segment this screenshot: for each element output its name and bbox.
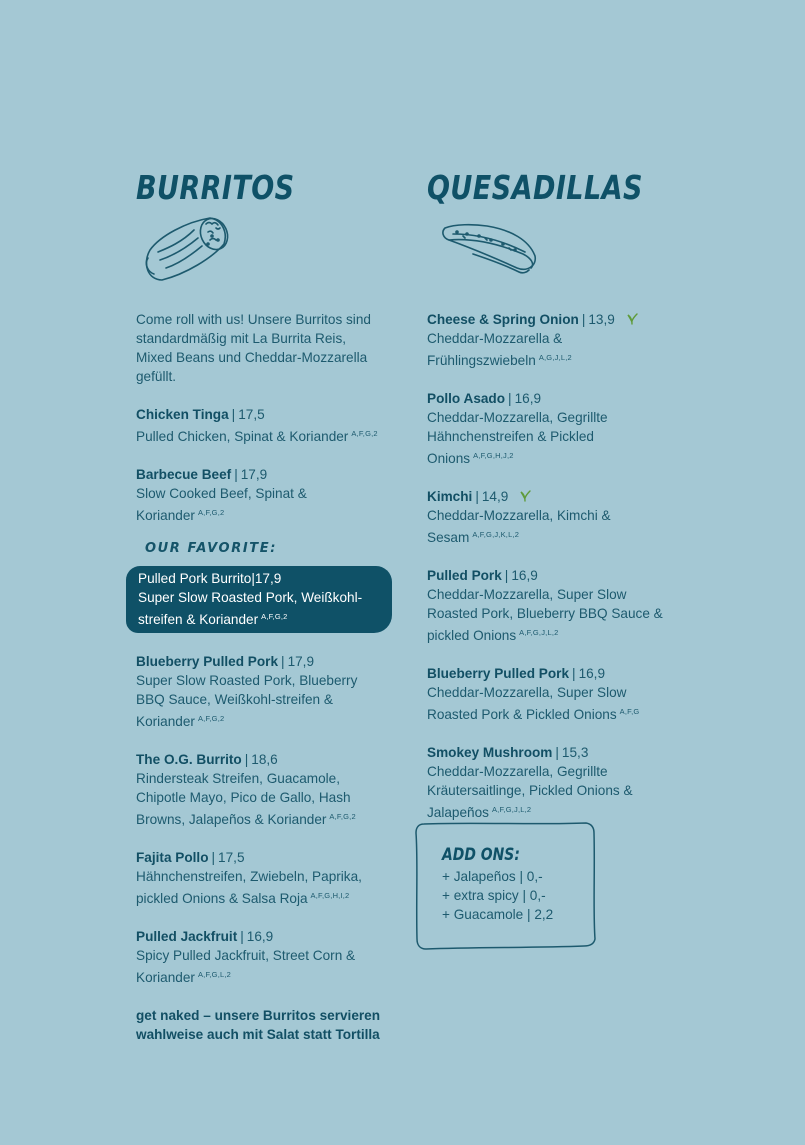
burrito-illustration-icon (136, 214, 232, 284)
item-description: Cheddar-Mozzarella, Super Slow Roasted Pork, Blueberry BBQ Sauce & pickled Onions (427, 587, 663, 643)
quesadilla-item-cheese-spring-onion: Cheese & Spring Onion | 13,9 Cheddar-Mozzarella & Frühlingszwiebeln $^{A,G,J,L,2}$ (427, 310, 677, 370)
item-price: 16,9 (578, 666, 606, 681)
addon-item: + Guacamole | 2,2 (442, 907, 554, 922)
item-allergens: A,F,G,2 (197, 714, 225, 723)
item-price: 17,9 (240, 467, 268, 482)
item-allergens: A,F,G,L,2 (197, 970, 232, 979)
item-name: Blueberry Pulled Pork (427, 666, 570, 681)
item-price: 16,9 (511, 568, 538, 583)
item-price: 17,5 (218, 850, 245, 865)
item-allergens: A,F,G,J,L,2 (519, 628, 559, 637)
burrito-item-og-burrito: The O.G. Burrito | 18,6 Rindersteak Streifen, Guacamole, Chipotle Mayo, Pico de Gallo, Hash Browns, Jalapeños & Koriander $^{A,F,G,2}$ (136, 752, 356, 827)
item-allergens: A,F,G,J,L,2 (491, 805, 532, 814)
item-price: 16,9 (514, 391, 542, 406)
item-name: Pulled Jackfruit (136, 929, 238, 944)
item-price: 15,3 (561, 745, 589, 760)
item-name: Cheese & Spring Onion (427, 312, 579, 327)
burrito-item-favorite-pulled-pork: Pulled Pork Burrito|17,9 Super Slow Roasted Pork, Weißkohl-streifen & Koriander $^{A,F,G,2}$ (126, 566, 392, 633)
item-allergens: A,F,G,2 (261, 612, 288, 621)
item-allergens: A,F,G,J,K,L,2 (472, 530, 520, 539)
naked-note: get naked – unsere Burritos servieren wahlweise auch mit Salat statt Tortilla (136, 1008, 381, 1042)
leaf-icon (520, 490, 531, 502)
item-name: The O.G. Burrito (136, 752, 242, 767)
item-price: 17,9 (287, 654, 315, 669)
item-description: Super Slow Roasted Pork, Blueberry BBQ Sauce, Weißkohl-streifen & Koriander (136, 673, 358, 729)
burrito-item-chicken-tinga: Chicken Tinga | 17,5 Pulled Chicken, Spinat & Koriander $^{A,F,G,2}$ (136, 407, 378, 444)
item-allergens: A,F,G,2 (329, 812, 356, 821)
item-price: 17,5 (238, 407, 265, 422)
item-name: Kimchi (427, 489, 473, 504)
burrito-item-blueberry-pulled-pork: Blueberry Pulled Pork | 17,9 Super Slow Roasted Pork, Blueberry BBQ Sauce, Weißkohl-streifen & Koriander $^{A,F,G,2}$ (136, 654, 358, 729)
item-name: Pulled Pork (427, 568, 502, 583)
quesadilla-item-blueberry-pulled-pork: Blueberry Pulled Pork | 16,9 Cheddar-Mozzarella, Super Slow Roasted Pork & Pickled Onions $^{A,F,G}$ (427, 666, 640, 722)
item-allergens: A,G,J,L,2 (538, 353, 572, 362)
item-description: Spicy Pulled Jackfruit, Street Corn & Koriander (136, 948, 356, 985)
item-price: 17,9 (254, 571, 282, 586)
favorite-label: OUR FAVORITE: (145, 541, 278, 556)
item-name: Fajita Pollo (136, 850, 209, 865)
item-description: Cheddar-Mozzarella, Kimchi & Sesam (427, 508, 611, 545)
quesadilla-item-kimchi: Kimchi | 14,9 Cheddar-Mozzarella, Kimchi & Sesam $^{A,F,G,J,K,L,2}$ (427, 489, 611, 545)
item-description: Cheddar-Mozzarella & Frühlingszwiebeln (427, 331, 563, 368)
item-description: Cheddar-Mozzarella, Super Slow Roasted Pork & Pickled Onions (427, 685, 627, 722)
quesadilla-illustration-icon (427, 214, 547, 284)
item-allergens: A,F,G,2 (351, 429, 378, 438)
item-description: Super Slow Roasted Pork, Weißkohl-streifen & Koriander (138, 590, 363, 627)
addon-item: + extra spicy | 0,- (442, 888, 546, 903)
item-description: Slow Cooked Beef, Spinat & Koriander (136, 486, 307, 523)
item-allergens: A,F,G,2 (197, 508, 225, 517)
burritos-column (136, 168, 386, 1044)
addons-title: ADD ONS: (442, 845, 520, 865)
item-allergens: A,F,G,H,I,2 (310, 891, 350, 900)
item-name: Pollo Asado (427, 391, 506, 406)
burrito-item-fajita-pollo: Fajita Pollo | 17,5 Hähnchenstreifen, Zwiebeln, Paprika, pickled Onions & Salsa Roja $^{A,F,G,H,I,2}$ (136, 850, 362, 906)
burrito-item-barbecue-beef: Barbecue Beef | 17,9 Slow Cooked Beef, Spinat & Koriander $^{A,F,G,2}$ (136, 467, 307, 523)
addon-item: + Jalapeños | 0,- (442, 869, 543, 884)
quesadilla-item-pollo-asado: Pollo Asado | 16,9 Cheddar-Mozzarella, Gegrillte Hähnchenstreifen & Pickled Onions $^{A,F,G,H,J,2}$ (427, 391, 608, 466)
item-price: 14,9 (481, 489, 509, 504)
burritos-intro: Come roll with us! Unsere Burritos sind standardmäßig mit La Burrita Reis, Mixed Beans und Cheddar-Mozzarella gefüllt. (136, 312, 371, 384)
quesadilla-item-smokey-mushroom: Smokey Mushroom | 15,3 Cheddar-Mozzarella, Gegrillte Kräutersaitlinge, Pickled Onions & Jalapeños $^{A,F,G,J,L,2}$ (427, 745, 633, 820)
item-description: Cheddar-Mozzarella, Gegrillte Kräutersaitlinge, Pickled Onions & Jalapeños (427, 764, 633, 820)
item-price: 16,9 (246, 929, 274, 944)
item-name: Blueberry Pulled Pork (136, 654, 279, 669)
item-allergens: A,F,G (619, 707, 640, 716)
item-price: 13,9 (588, 312, 615, 327)
item-name: Pulled Pork Burrito (138, 571, 252, 586)
quesadillas-title: QUESADILLAS (427, 168, 643, 207)
item-name: Smokey Mushroom (427, 745, 553, 760)
item-name: Barbecue Beef (136, 467, 232, 482)
quesadillas-column (427, 168, 677, 822)
item-name: Chicken Tinga (136, 407, 229, 422)
burritos-title: BURRITOS (136, 168, 295, 207)
quesadilla-item-pulled-pork: Pulled Pork | 16,9 Cheddar-Mozzarella, Super Slow Roasted Pork, Blueberry BBQ Sauce & pickled Onions $^{A,F,G,J,L,2}$ (427, 568, 663, 643)
addons-box (414, 821, 596, 950)
item-description: Hähnchenstreifen, Zwiebeln, Paprika, pickled Onions & Salsa Roja (136, 869, 362, 906)
burrito-item-pulled-jackfruit: Pulled Jackfruit | 16,9 Spicy Pulled Jackfruit, Street Corn & Koriander $^{A,F,G,L,2}$ (136, 929, 356, 985)
item-description: Rindersteak Streifen, Guacamole, Chipotle Mayo, Pico de Gallo, Hash Browns, Jalapeños & Koriander (136, 771, 351, 827)
item-description: Cheddar-Mozzarella, Gegrillte Hähnchenstreifen & Pickled Onions (427, 410, 608, 466)
addons-list (442, 867, 553, 924)
item-allergens: A,F,G,H,J,2 (473, 451, 514, 460)
item-price: 18,6 (251, 752, 278, 767)
item-description: Pulled Chicken, Spinat & Koriander (136, 429, 349, 444)
leaf-icon (627, 313, 638, 325)
